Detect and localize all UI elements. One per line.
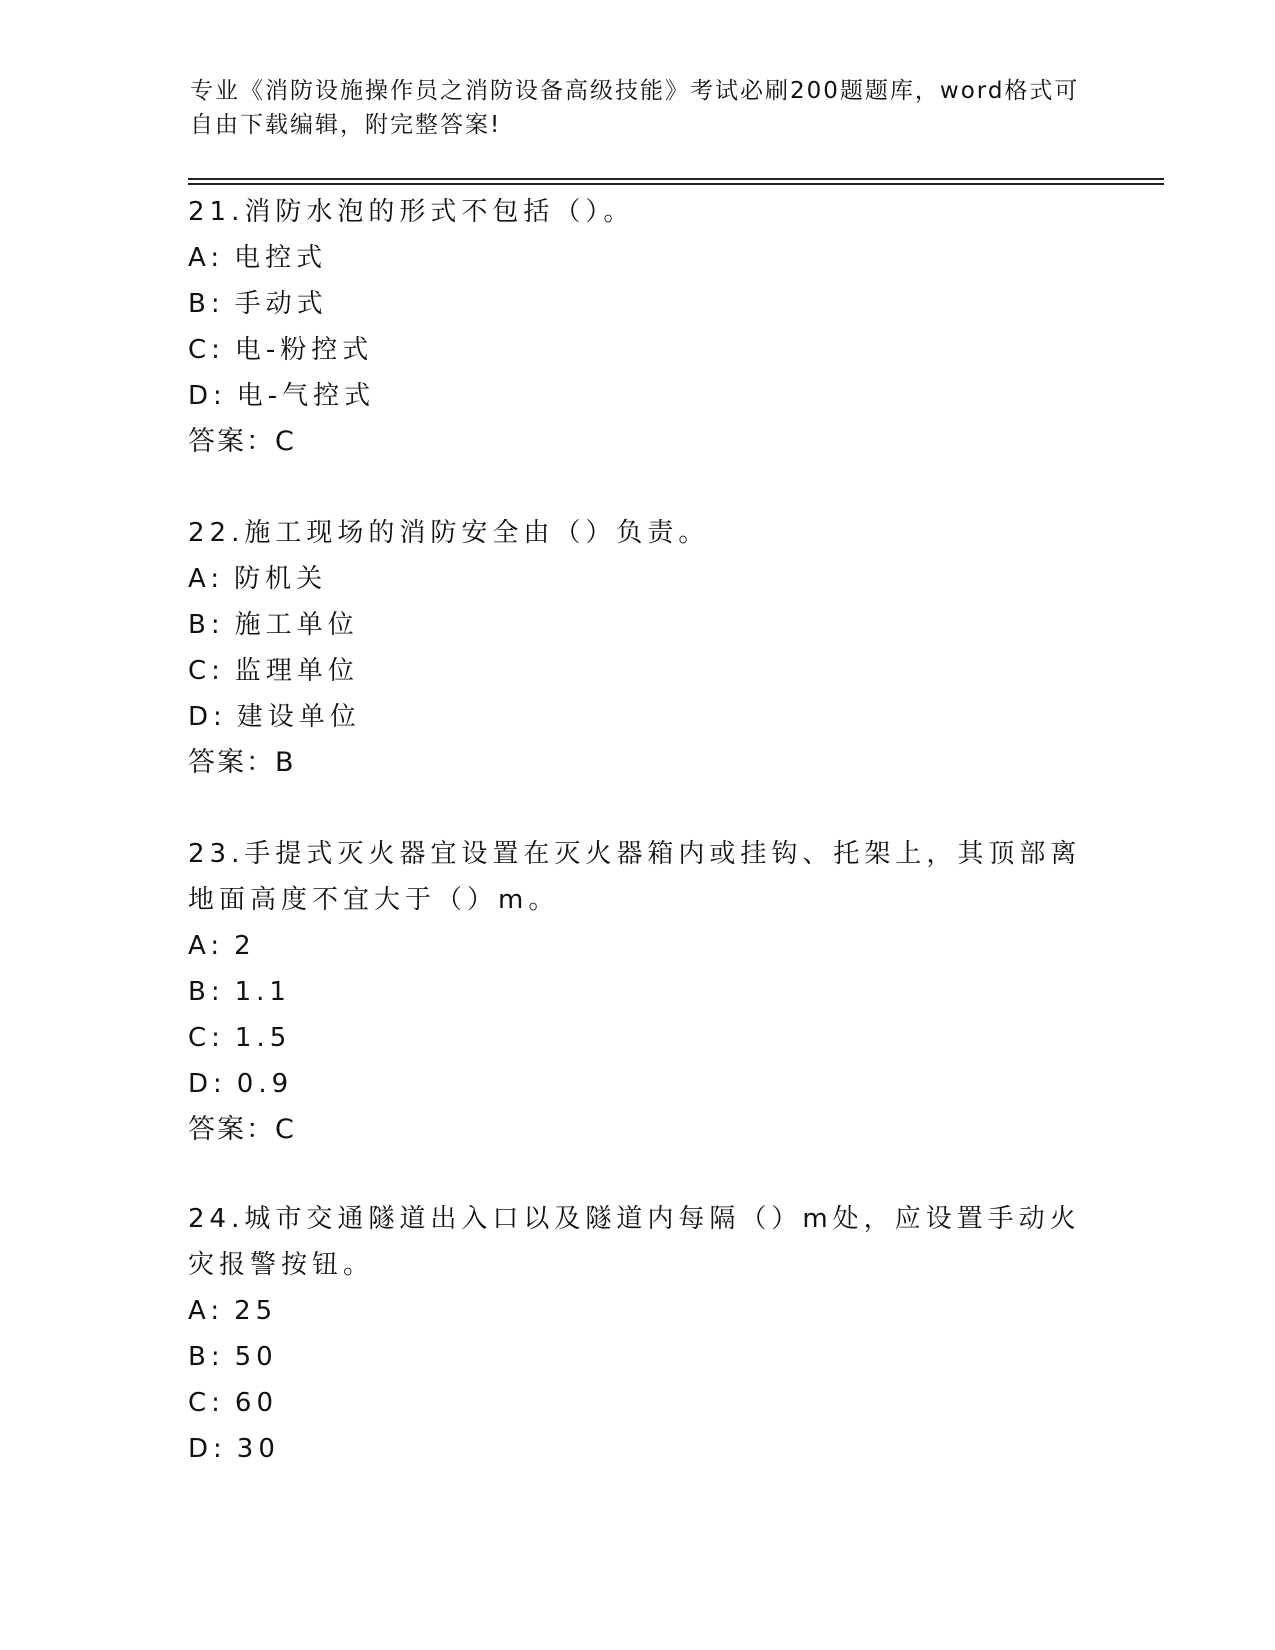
option-c xyxy=(188,327,1088,373)
option-text: 电控式 xyxy=(234,243,328,273)
option-d xyxy=(188,1061,1088,1107)
option-letter: B: xyxy=(188,289,225,319)
header-line-2: 自由下载编辑，附完整答案! xyxy=(190,112,502,138)
option-c xyxy=(188,1015,1088,1061)
option-letter: D: xyxy=(188,702,227,732)
option-d xyxy=(188,1426,1088,1472)
question-stem: 24.城市交通隧道出入口以及隧道内每隔（）m处，应设置手动火灾报警按钮。 xyxy=(188,1204,1081,1280)
option-text: 30 xyxy=(236,1434,280,1464)
option-letter: C: xyxy=(188,335,225,365)
option-text: 电-气控式 xyxy=(236,381,376,411)
option-b xyxy=(188,1334,1088,1380)
option-letter: A: xyxy=(188,564,225,594)
option-text: 0.9 xyxy=(236,1069,294,1099)
option-a xyxy=(188,556,1088,602)
header-line-1: 专业《消防设施操作员之消防设备高级技能》考试必刷200题题库，word格式可 xyxy=(190,78,1080,104)
header-divider-bottom xyxy=(188,183,1164,185)
option-letter: B: xyxy=(188,1342,225,1372)
option-b xyxy=(188,281,1088,327)
option-c xyxy=(188,1380,1088,1426)
option-text: 电-粉控式 xyxy=(234,335,374,365)
option-letter: D: xyxy=(188,1069,227,1099)
option-letter: B: xyxy=(188,610,225,640)
option-text: 25 xyxy=(234,1296,278,1326)
question-22 xyxy=(188,510,1088,786)
option-text: 1.1 xyxy=(234,977,291,1007)
option-b xyxy=(188,602,1088,648)
option-d xyxy=(188,694,1088,740)
option-text: 防机关 xyxy=(234,564,328,594)
option-a xyxy=(188,235,1088,281)
question-24 xyxy=(188,1196,1088,1472)
question-stem: 21.消防水泡的形式不包括（）。 xyxy=(188,197,635,227)
option-text: 1.5 xyxy=(234,1023,292,1053)
option-text: 60 xyxy=(234,1388,279,1418)
document-header xyxy=(190,74,1080,142)
option-letter: C: xyxy=(188,1388,225,1418)
option-a xyxy=(188,1288,1088,1334)
option-letter: C: xyxy=(188,656,225,686)
answer-line: 答案：C xyxy=(188,1114,296,1145)
option-letter: A: xyxy=(188,1296,225,1326)
option-text: 手动式 xyxy=(234,289,328,319)
question-stem: 23.手提式灭火器宜设置在灭火器箱内或挂钩、托架上，其顶部离地面高度不宜大于（）m。 xyxy=(188,839,1082,915)
option-text: 监理单位 xyxy=(234,656,359,686)
option-letter: D: xyxy=(188,1434,227,1464)
question-23 xyxy=(188,831,1088,1153)
option-c xyxy=(188,648,1088,694)
header-divider-top xyxy=(188,178,1164,180)
option-text: 建设单位 xyxy=(236,702,361,732)
question-21 xyxy=(188,189,1088,465)
answer-line: 答案：C xyxy=(188,426,296,457)
option-letter: A: xyxy=(188,931,225,961)
option-letter: A: xyxy=(188,243,225,273)
option-letter: C: xyxy=(188,1023,225,1053)
option-text: 施工单位 xyxy=(234,610,359,640)
answer-line: 答案：B xyxy=(188,747,296,778)
option-d xyxy=(188,373,1088,419)
option-letter: B: xyxy=(188,977,225,1007)
option-a xyxy=(188,923,1088,969)
question-stem: 22.施工现场的消防安全由（）负责。 xyxy=(188,518,710,548)
option-letter: D: xyxy=(188,381,227,411)
option-text: 50 xyxy=(234,1342,278,1372)
option-text: 2 xyxy=(234,931,256,961)
option-b xyxy=(188,969,1088,1015)
